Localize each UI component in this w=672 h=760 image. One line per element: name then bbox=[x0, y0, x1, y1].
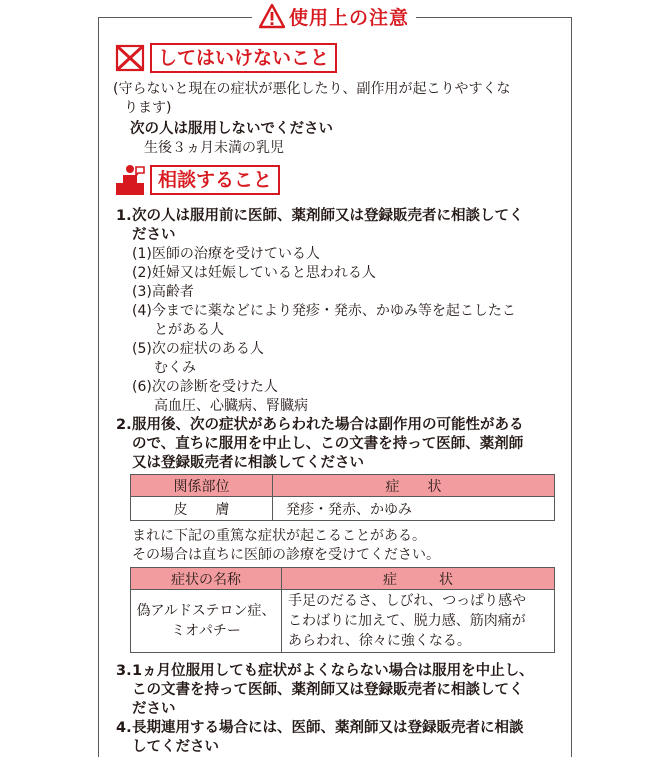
section-2-number: 2. bbox=[116, 417, 132, 433]
table-header-row bbox=[131, 475, 555, 497]
description-line-1: 手足のだるさ、しびれ、つっぱり感や bbox=[288, 593, 527, 609]
consult-heading bbox=[114, 163, 280, 197]
main-title-text: 使用上の注意 bbox=[288, 6, 409, 29]
table-cell-name bbox=[131, 590, 282, 653]
dont-note-line-2: ります) bbox=[124, 100, 172, 116]
section-1-item-5: (5)次の症状のある人 bbox=[132, 341, 264, 357]
section-1-item-5-detail: むくみ bbox=[154, 360, 196, 376]
dont-heading bbox=[114, 43, 337, 73]
table-row bbox=[131, 497, 555, 521]
table-header-site: 関係部位 bbox=[131, 475, 273, 497]
consult-heading-label: 相談すること bbox=[150, 165, 280, 195]
table-header-symptom: 症 状 bbox=[282, 568, 555, 590]
table-header-name: 症状の名称 bbox=[131, 568, 282, 590]
section-1-item-1: (1)医師の治療を受けている人 bbox=[132, 246, 320, 262]
section-3-line-2: この文書を持って医師、薬剤師又は登録販売者に相談してく bbox=[132, 682, 524, 698]
section-4-line-1: 長期連用する場合には、医師、薬剤師又は登録販売者に相談 bbox=[132, 720, 524, 736]
rare-note-line-1: まれに下記の重篤な症状が起こることがある。 bbox=[132, 528, 426, 544]
main-title bbox=[252, 0, 416, 32]
section-3-line-1: 1ヵ月位服用しても症状がよくならない場合は服用を中止し、 bbox=[132, 663, 534, 679]
section-1-line-1: 次の人は服用前に医師、薬剤師又は登録販売者に相談してく bbox=[132, 208, 524, 224]
dont-heading-label: してはいけないこと bbox=[150, 43, 337, 73]
dont-subheading: 次の人は服用しないでください bbox=[130, 121, 333, 137]
table-row bbox=[131, 590, 555, 653]
section-1-item-4: (4)今までに薬などにより発疹・発赤、かゆみ等を起こしたこ bbox=[132, 303, 516, 319]
section-4-line-2: してください bbox=[132, 739, 219, 755]
section-2-line-3: 又は登録販売者に相談してください bbox=[132, 455, 364, 471]
section-1-line-2: ださい bbox=[132, 227, 176, 243]
description-line-2: こわばりに加えて、脱力感、筋肉痛が bbox=[288, 613, 526, 629]
prohibited-x-icon bbox=[114, 43, 146, 73]
section-1-item-3: (3)高齢者 bbox=[132, 284, 194, 300]
section-1-item-2: (2)妊婦又は妊娠していると思われる人 bbox=[132, 265, 376, 281]
section-3-line-3: ださい bbox=[132, 701, 176, 717]
section-2-line-2: ので、直ちに服用を中止し、この文書を持って医師、薬剤師 bbox=[132, 436, 524, 452]
section-1-item-6-detail: 高血圧、心臓病、腎臓病 bbox=[154, 398, 308, 414]
table-cell-description bbox=[282, 590, 555, 653]
section-1-item-6: (6)次の診断を受けた人 bbox=[132, 379, 278, 395]
section-3-number: 3. bbox=[116, 663, 132, 679]
side-effects-table bbox=[130, 474, 555, 521]
section-4-number: 4. bbox=[116, 720, 132, 736]
table-cell-site: 皮 膚 bbox=[131, 497, 273, 521]
consult-person-icon bbox=[114, 163, 146, 197]
dont-item: 生後３ヵ月未満の乳児 bbox=[144, 140, 284, 156]
section-1-number: 1. bbox=[116, 208, 132, 224]
name-line-1: 偽アルドステロン症、 bbox=[136, 603, 276, 619]
name-line-2: ミオパチー bbox=[171, 623, 241, 639]
dont-note-line-1: (守らないと現在の症状が悪化したり、副作用が起こりやすくな bbox=[113, 81, 511, 97]
table-header-row bbox=[131, 568, 555, 590]
section-1-item-4-cont: とがある人 bbox=[154, 322, 224, 338]
table-header-symptom: 症 状 bbox=[273, 475, 555, 497]
description-line-3: あらわれ、徐々に強くなる。 bbox=[288, 633, 471, 649]
table-cell-symptom: 発疹・発赤、かゆみ bbox=[273, 497, 555, 521]
warning-triangle-icon bbox=[259, 3, 285, 29]
section-2-line-1: 服用後、次の症状があらわれた場合は副作用の可能性がある bbox=[132, 417, 524, 433]
serious-effects-table bbox=[130, 567, 555, 653]
rare-note-line-2: その場合は直ちに医師の診療を受けてください。 bbox=[132, 547, 440, 563]
